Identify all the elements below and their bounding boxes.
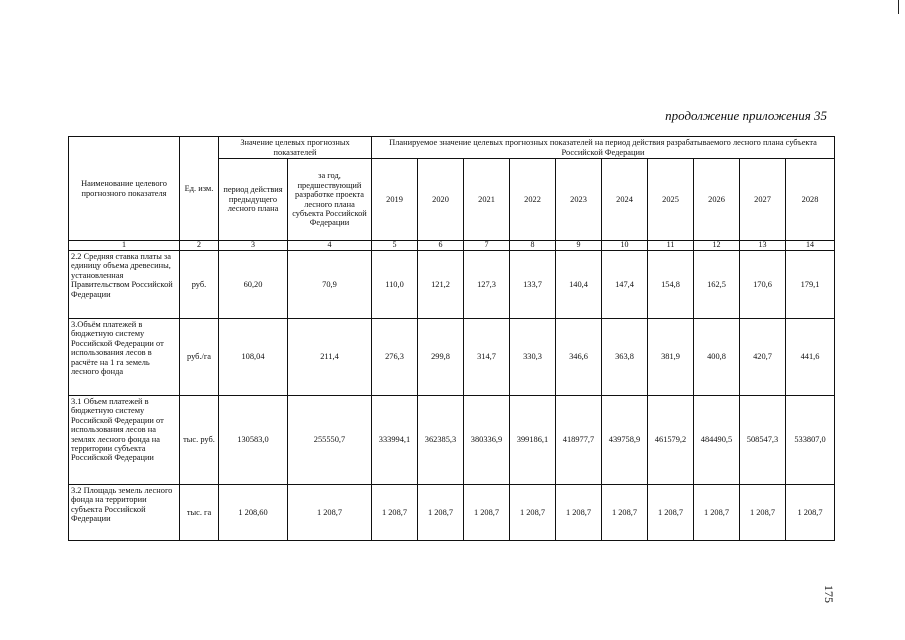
row-year-value: 441,6 (786, 318, 835, 395)
table-row (69, 484, 835, 540)
row-year-value: 140,4 (556, 250, 602, 318)
row-year-value: 162,5 (694, 250, 740, 318)
header-unit: Ед. изм. (180, 137, 219, 241)
table-row (69, 318, 835, 395)
row-before-value: 211,4 (288, 318, 372, 395)
row-year-value: 461579,2 (648, 395, 694, 484)
page-number: 175 (822, 585, 836, 603)
row-year-value: 420,7 (740, 318, 786, 395)
column-number: 14 (786, 241, 835, 251)
header-year: 2023 (556, 159, 602, 241)
row-indicator-name: 3.Объём платежей в бюджетную систему Российской Федерации от использования лесов в расчёте на 1 га земель лесного фонда (69, 318, 180, 395)
column-number: 11 (648, 241, 694, 251)
row-year-value: 1 208,7 (556, 484, 602, 540)
column-number: 9 (556, 241, 602, 251)
row-unit: руб. (180, 250, 219, 318)
row-year-value: 133,7 (510, 250, 556, 318)
header-year: 2024 (602, 159, 648, 241)
column-number: 3 (219, 241, 288, 251)
row-year-value: 170,6 (740, 250, 786, 318)
column-number: 4 (288, 241, 372, 251)
row-year-value: 484490,5 (694, 395, 740, 484)
header-year: 2022 (510, 159, 556, 241)
row-year-value: 1 208,7 (418, 484, 464, 540)
header-year: 2025 (648, 159, 694, 241)
row-unit: руб./га (180, 318, 219, 395)
row-year-value: 1 208,7 (740, 484, 786, 540)
row-year-value: 110,0 (372, 250, 418, 318)
corner-mark (898, 0, 899, 14)
header-planned-values: Планируемое значение целевых прогнозных показателей на период действия разрабатываемого лесного плана субъекта Российской Федерации (372, 137, 835, 159)
row-year-value: 314,7 (464, 318, 510, 395)
row-year-value: 1 208,7 (694, 484, 740, 540)
header-year: 2028 (786, 159, 835, 241)
column-number: 12 (694, 241, 740, 251)
header-year: 2026 (694, 159, 740, 241)
row-unit: тыс. га (180, 484, 219, 540)
row-year-value: 363,8 (602, 318, 648, 395)
column-number: 2 (180, 241, 219, 251)
column-number: 13 (740, 241, 786, 251)
row-year-value: 1 208,7 (602, 484, 648, 540)
forecast-indicators-table (68, 136, 835, 541)
row-unit: тыс. руб. (180, 395, 219, 484)
header-target-values: Значение целевых прогнозных показателей (219, 137, 372, 159)
column-numbers-row (69, 241, 835, 251)
row-year-value: 1 208,7 (510, 484, 556, 540)
row-prev-value: 108,04 (219, 318, 288, 395)
row-prev-value: 1 208,60 (219, 484, 288, 540)
header-year-before-plan: за год, предшествующий разработке проекта лесного плана субъекта Российской Федерации (288, 159, 372, 241)
column-number: 5 (372, 241, 418, 251)
row-prev-value: 130583,0 (219, 395, 288, 484)
row-year-value: 400,8 (694, 318, 740, 395)
row-year-value: 533807,0 (786, 395, 835, 484)
header-period-prev-plan: период действия предыдущего лесного плана (219, 159, 288, 241)
header-year: 2020 (418, 159, 464, 241)
header-year: 2021 (464, 159, 510, 241)
row-indicator-name: 3.2 Площадь земель лесного фонда на территории субъекта Российской Федерации (69, 484, 180, 540)
row-year-value: 1 208,7 (464, 484, 510, 540)
row-year-value: 346,6 (556, 318, 602, 395)
row-year-value: 121,2 (418, 250, 464, 318)
row-year-value: 1 208,7 (372, 484, 418, 540)
row-year-value: 439758,9 (602, 395, 648, 484)
column-number: 7 (464, 241, 510, 251)
column-number: 6 (418, 241, 464, 251)
row-year-value: 147,4 (602, 250, 648, 318)
row-year-value: 399186,1 (510, 395, 556, 484)
row-year-value: 299,8 (418, 318, 464, 395)
row-year-value: 276,3 (372, 318, 418, 395)
header-year: 2019 (372, 159, 418, 241)
row-year-value: 380336,9 (464, 395, 510, 484)
column-number: 1 (69, 241, 180, 251)
row-year-value: 127,3 (464, 250, 510, 318)
header-indicator-name: Наименование целевого прогнозного показателя (69, 137, 180, 241)
table-row (69, 395, 835, 484)
table-row (69, 250, 835, 318)
row-before-value: 70,9 (288, 250, 372, 318)
column-number: 8 (510, 241, 556, 251)
row-before-value: 1 208,7 (288, 484, 372, 540)
row-year-value: 154,8 (648, 250, 694, 318)
header-year: 2027 (740, 159, 786, 241)
row-before-value: 255550,7 (288, 395, 372, 484)
row-prev-value: 60,20 (219, 250, 288, 318)
row-indicator-name: 2.2 Средняя ставка платы за единицу объема древесины, установленная Правительством Российской Федерации (69, 250, 180, 318)
row-year-value: 1 208,7 (786, 484, 835, 540)
row-year-value: 179,1 (786, 250, 835, 318)
row-year-value: 508547,3 (740, 395, 786, 484)
row-indicator-name: 3.1 Объем платежей в бюджетную систему Российской Федерации от использования лесов на землях лесного фонда на территории субъекта Российской Федерации (69, 395, 180, 484)
page-caption: продолжение приложения 35 (665, 108, 827, 123)
row-year-value: 330,3 (510, 318, 556, 395)
row-year-value: 381,9 (648, 318, 694, 395)
row-year-value: 333994,1 (372, 395, 418, 484)
row-year-value: 418977,7 (556, 395, 602, 484)
row-year-value: 362385,3 (418, 395, 464, 484)
column-number: 10 (602, 241, 648, 251)
row-year-value: 1 208,7 (648, 484, 694, 540)
